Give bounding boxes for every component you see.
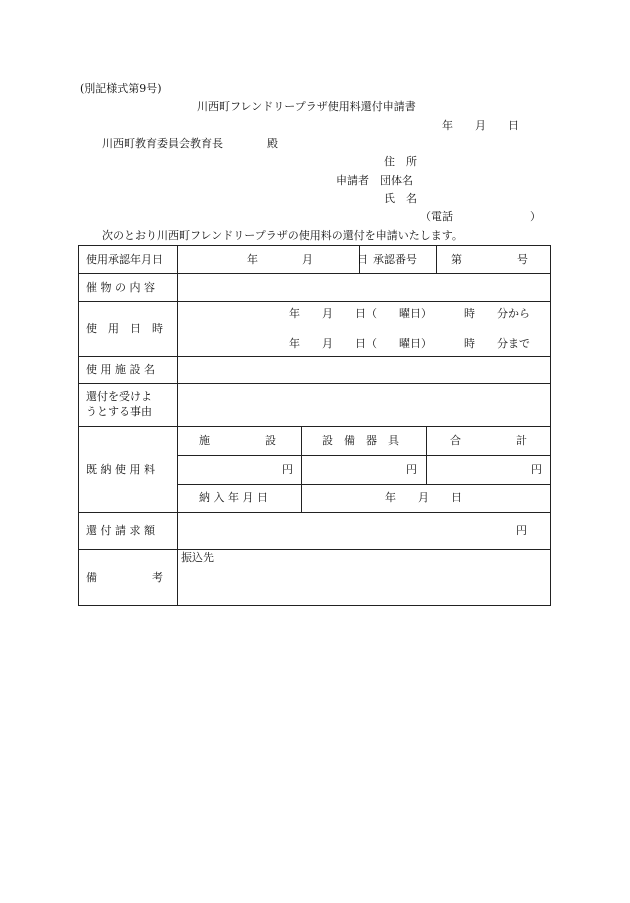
fee-header-total: 合 計 xyxy=(450,434,527,447)
table-line-inner-a xyxy=(177,455,551,456)
table-line-row5 xyxy=(78,426,551,427)
fee-facility-yen: 円 xyxy=(282,463,293,476)
usage-end-date: 年 月 日（ 曜日） xyxy=(289,337,432,350)
usage-end-time: 時 分まで xyxy=(464,337,530,350)
fee-divider-b xyxy=(426,426,427,484)
table-label-divider xyxy=(177,245,178,606)
table-border-top xyxy=(78,245,551,246)
row-label-refund-reason-1: 還付を受けよ xyxy=(86,390,152,403)
intro-text: 次のとおり川西町フレンドリープラザの使用料の還付を申請いたします。 xyxy=(102,229,463,242)
address-label: 住 所 xyxy=(384,155,417,168)
row-label-refund-amount: 還 付 請 求 額 xyxy=(86,524,155,537)
table-border-bottom xyxy=(78,605,551,606)
recipient: 川西町教育委員会教育長 殿 xyxy=(102,137,278,150)
table-line-row1 xyxy=(78,273,551,274)
table-border-right xyxy=(550,245,551,606)
approval-number-value: 第 号 xyxy=(451,253,528,266)
remarks-transfer-destination: 振込先 xyxy=(181,551,214,564)
applicant-org-label: 申請者 団体名 xyxy=(336,174,413,187)
row-label-facility-name: 使 用 施 設 名 xyxy=(86,363,155,376)
phone-label: （電話 ） xyxy=(420,210,541,223)
table-line-inner-b xyxy=(177,484,551,485)
row-label-approval-date: 使用承認年月日 xyxy=(86,253,163,266)
usage-start-time: 時 分から xyxy=(464,307,530,320)
row1-divider-b xyxy=(436,245,437,273)
fee-equipment-yen: 円 xyxy=(406,463,417,476)
table-line-row4 xyxy=(78,383,551,384)
usage-start-date: 年 月 日（ 曜日） xyxy=(289,307,432,320)
table-line-row2 xyxy=(78,301,551,302)
fee-total-yen: 円 xyxy=(531,463,542,476)
approval-date-value: 年 月 日 xyxy=(247,253,368,266)
approval-number-label: 承認番号 xyxy=(373,253,417,266)
table-line-row7 xyxy=(78,549,551,550)
row-label-refund-reason-2: うとする事由 xyxy=(86,405,152,418)
form-number: (別記様式第9号) xyxy=(80,82,162,95)
table-border-left xyxy=(78,245,79,606)
application-date: 年 月 日 xyxy=(442,119,519,132)
row-label-event-content: 催 物 の 内 容 xyxy=(86,281,155,294)
row-label-usage-datetime: 使 用 日 時 xyxy=(86,322,163,335)
fee-header-facility: 施 設 xyxy=(199,434,276,447)
table-line-row3 xyxy=(78,356,551,357)
paid-date-value: 年 月 日 xyxy=(385,491,462,504)
paid-date-label: 納 入 年 月 日 xyxy=(199,491,268,504)
refund-amount-yen: 円 xyxy=(516,524,527,537)
row-label-remarks: 備 考 xyxy=(86,571,163,584)
table-line-row6 xyxy=(78,512,551,513)
name-label: 氏 名 xyxy=(384,192,417,205)
fee-header-equipment: 設 備 器 具 xyxy=(322,434,399,447)
row-label-paid-fee: 既 納 使 用 料 xyxy=(86,463,155,476)
document-title: 川西町フレンドリープラザ使用料還付申請書 xyxy=(197,100,416,113)
fee-divider-a xyxy=(301,426,302,512)
